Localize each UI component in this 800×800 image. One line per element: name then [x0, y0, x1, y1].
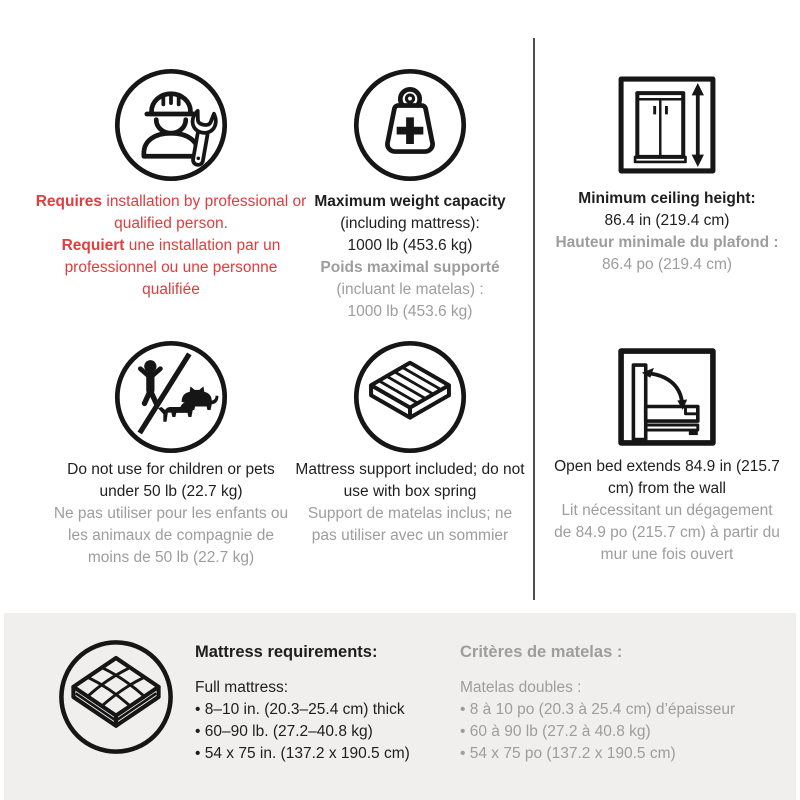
- mattress-requirements-list-fr: [460, 699, 796, 765]
- ceiling-title-en: Minimum ceiling height:: [578, 190, 756, 207]
- list-item: • 8–10 in. (20.3–25.4 cm) thick: [195, 699, 457, 721]
- mattress-requirements-title-fr: Critères de matelas :: [460, 643, 623, 661]
- no-children-pets-icon: [112, 338, 230, 456]
- panel-mattress-support: [294, 302, 526, 613]
- weight-title-en: Maximum weight capacity: [314, 193, 506, 210]
- mattress-requirements-subtitle-en: Full mattress:: [195, 679, 289, 696]
- ceiling-value-fr: 86.4 po (219.4 cm): [601, 256, 733, 273]
- weight-sub-fr: (incluant le matelas) :: [336, 281, 484, 298]
- ceiling-height-note: [540, 188, 794, 276]
- open-bed-en: Open bed extends 84.9 in (215.7 cm) from the wall: [554, 458, 780, 497]
- mattress-support-icon: [351, 338, 469, 456]
- ceiling-value-en: 86.4 in (219.4 cm): [604, 212, 730, 229]
- mattress-requirements-fr: [460, 643, 796, 765]
- list-item: • 60 à 90 lb (27.2 à 40.8 kg): [460, 721, 796, 743]
- panel-ceiling-height: [534, 0, 800, 302]
- mattress-requirements-en: [195, 643, 457, 765]
- mattress-requirements-list-en: [195, 699, 457, 765]
- list-item: • 60–90 lb. (27.2–40.8 kg): [195, 721, 457, 743]
- weight-value-fr: 1000 lb (453.6 kg): [347, 303, 473, 320]
- weight-value-en: 1000 lb (453.6 kg): [347, 237, 473, 254]
- weight-icon: [351, 66, 469, 184]
- weight-sub-en: (including mattress):: [340, 215, 480, 232]
- mattress-icon: [56, 637, 176, 757]
- installation-note-fr: Requiert une installation par un professionnel ou une personne qualifiée: [61, 237, 281, 298]
- mattress-support-en: Mattress support included; do not use with box spring: [295, 461, 525, 500]
- weight-title-fr: Poids maximal supporté: [320, 259, 500, 276]
- vertical-divider: [533, 38, 535, 600]
- installer-icon: [112, 66, 230, 184]
- no-children-pets-note: [47, 459, 295, 569]
- installation-note: [35, 191, 307, 301]
- mattress-support-note: [294, 459, 526, 547]
- ceiling-height-icon: [611, 69, 723, 181]
- mattress-requirements-subtitle-fr: Matelas doubles :: [460, 679, 582, 696]
- panel-weight-capacity: [294, 0, 526, 320]
- no-children-pets-en: Do not use for children or pets under 50 lb (22.7 kg): [67, 461, 275, 500]
- panel-no-children-pets: [20, 302, 322, 613]
- panel-installation: [20, 0, 322, 302]
- no-children-pets-fr: Ne pas utiliser pour les enfants ou les animaux de compagnie de moins de 50 lb (22.7 kg): [53, 505, 289, 566]
- open-bed-fr: Lit nécessitant un dégagement de 84.9 po (215.7 cm) à partir du mur une fois ouvert: [554, 502, 780, 563]
- ceiling-title-fr: Hauteur minimale du plafond :: [555, 234, 779, 251]
- mattress-requirements-title-en: Mattress requirements:: [195, 643, 378, 661]
- installation-note-en: Requires installation by professional or qualified person.: [35, 193, 307, 232]
- list-item: • 54 x 75 po (137.2 x 190.5 cm): [460, 743, 796, 765]
- mattress-support-fr: Support de matelas inclus; ne pas utiliser avec un sommier: [307, 505, 513, 544]
- mattress-requirements-panel: [4, 613, 796, 800]
- panel-open-bed: [534, 302, 800, 613]
- open-bed-note: [551, 456, 783, 566]
- list-item: • 8 à 10 po (20.3 à 25.4 cm) d’épaisseur: [460, 699, 796, 721]
- list-item: • 54 x 75 in. (137.2 x 190.5 cm): [195, 743, 457, 765]
- open-bed-icon: [611, 341, 723, 453]
